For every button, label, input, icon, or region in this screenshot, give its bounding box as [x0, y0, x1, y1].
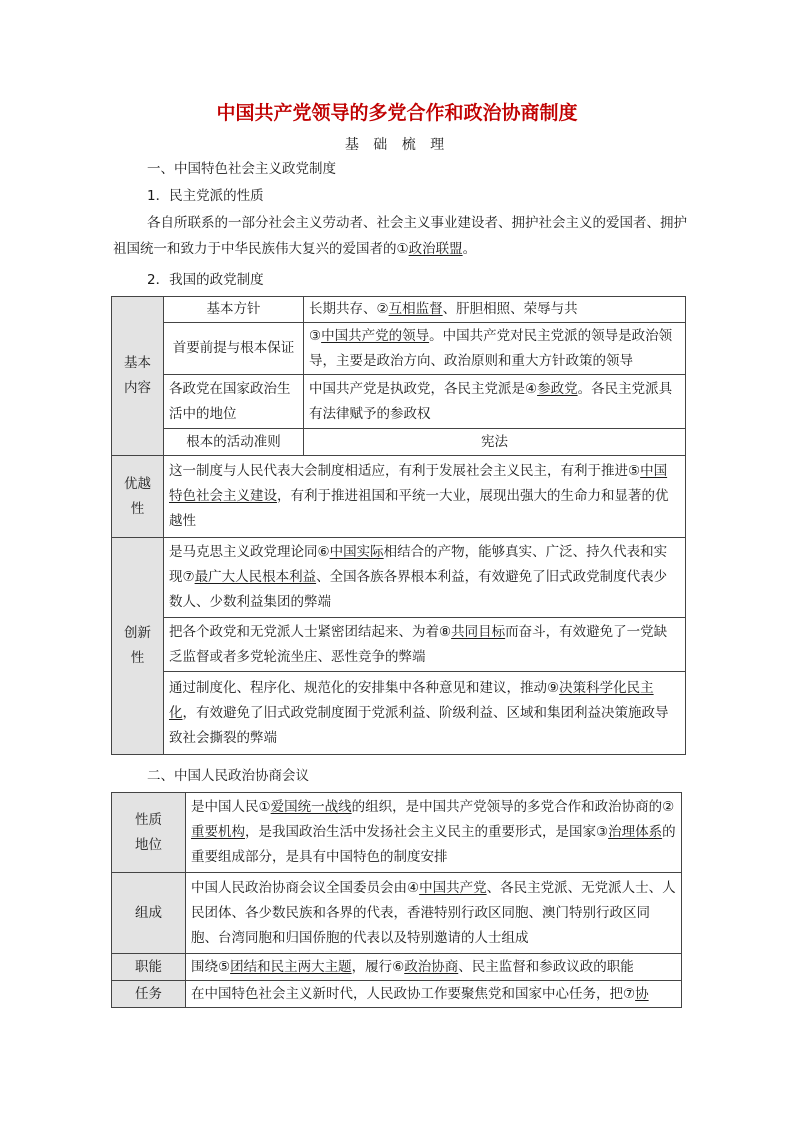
table-row: [112, 873, 682, 954]
answer-blank: 爱国统一战线: [270, 799, 352, 815]
row-content: 这一制度与人民代表大会制度相适应，有利于发展社会主义民主，有利于推进⑤中国特色社会主义建设，有利于推进祖国和平统一大业，展现出强大的生命力和显著的优越性: [164, 456, 686, 538]
section2-heading: 二、中国人民政治协商会议: [147, 768, 309, 784]
row-content: 围绕⑤团结和民主两大主题，履行⑥政治协商、民主监督和参政议政的职能: [186, 954, 682, 981]
row-content: 在中国特色社会主义新时代，人民政协工作要聚焦党和国家中心任务，把⑦协: [186, 981, 682, 1008]
row-label: 根本的活动准则: [164, 429, 304, 456]
table-row: [112, 429, 686, 456]
section1-heading: 一、中国特色社会主义政党制度: [147, 161, 336, 177]
table-row: [112, 672, 686, 755]
answer-blank: 参政党: [537, 380, 578, 397]
row-label: 基本方针: [164, 297, 304, 323]
answer-blank: 中国实际: [329, 544, 384, 560]
answer-blank: 互相监督: [388, 301, 443, 317]
row-label: 性质地位: [112, 793, 186, 873]
answer-blank: 政治协商: [404, 958, 459, 975]
row-content: 中国共产党是执政党，各民主党派是④参政党。各民主党派具有法律赋予的参政权: [304, 375, 686, 429]
table-row: [112, 538, 686, 618]
answer-blank: 重要机构: [191, 824, 245, 840]
row-label: 组成: [112, 873, 186, 954]
table-row: [112, 618, 686, 672]
table-row: [112, 793, 682, 873]
answer-blank: 中国共产党的领导: [321, 327, 430, 344]
row-group-label: 基本内容: [112, 297, 164, 456]
section1-sub2: 2．我国的政党制度: [147, 272, 264, 288]
table-row: [112, 456, 686, 538]
answer-blank: 最广大人民根本利益: [194, 569, 317, 585]
cppcc-table: [111, 792, 682, 1008]
row-content: 长期共存、②互相监督、肝胆相照、荣辱与共: [304, 297, 686, 323]
answer-blank: 中国共产党: [419, 879, 487, 896]
row-group-label: 优越性: [112, 456, 164, 538]
answer-blank: 政治联盟: [408, 241, 463, 257]
row-group-label: 创新性: [112, 538, 164, 755]
row-content: 通过制度化、程序化、规范化的安排集中各种意见和建议，推动⑨决策科学化民主化，有效避免了旧式政党制度囿于党派利益、阶级利益、区域和集团利益决策施政导致社会撕裂的弊端: [164, 672, 686, 755]
answer-blank: 团结和民主两大主题: [230, 958, 352, 975]
page-title: 中国共产党领导的多党合作和政治协商制度: [216, 102, 578, 124]
row-content: 是马克思主义政党理论同⑥中国实际相结合的产物，能够真实、广泛、持久代表和实现⑦最广大人民根本利益、全国各族各界根本利益，有效避免了旧式政党制度代表少数人、少数利益集团的弊端: [164, 538, 686, 618]
row-label: 任务: [112, 981, 186, 1008]
answer-blank: 中国特色社会主义建设: [169, 463, 668, 504]
section1-sub1: 1．民主党派的性质: [147, 188, 264, 204]
row-label: 各政党在国家政治生活中的地位: [164, 375, 304, 429]
table-row: [112, 297, 686, 323]
row-content: 是中国人民①爱国统一战线的组织，是中国共产党领导的多党合作和政治协商的②重要机构，是我国政治生活中发扬社会主义民主的重要形式，是国家③治理体系的重要组成部分，是具有中国特色的制度安排: [186, 793, 682, 873]
answer-blank: 共同目标: [451, 623, 506, 640]
row-content: ③中国共产党的领导。中国共产党对民主党派的领导是政治领导，主要是政治方向、政治原则和重大方针政策的领导: [304, 323, 686, 375]
row-content: 中国人民政治协商会议全国委员会由④中国共产党、各民主党派、无党派人士、人民团体、各少数民族和各界的代表，香港特别行政区同胞、澳门特别行政区同胞、台湾同胞和归国侨胞的代表以及特别邀请的人士组成: [186, 873, 682, 954]
row-label: 职能: [112, 954, 186, 981]
section1-paragraph: 各自所联系的一部分社会主义劳动者、社会主义事业建设者、拥护社会主义的爱国者、拥护祖国统一和致力于中华民族伟大复兴的爱国者的①政治联盟。: [113, 215, 687, 257]
table-row: [112, 323, 686, 375]
table-row: [112, 954, 682, 981]
answer-blank: 治理体系: [608, 824, 663, 840]
row-content: 宪法: [304, 429, 686, 456]
table-row: [112, 981, 682, 1008]
row-content: 把各个政党和无党派人士紧密团结起来、为着⑧共同目标而奋斗，有效避免了一党缺乏监督或者多党轮流坐庄、恶性竞争的弊端: [164, 618, 686, 672]
page-subtitle: 基 础 梳 理: [344, 137, 450, 153]
answer-blank: 协: [635, 985, 649, 1002]
table-row: [112, 375, 686, 429]
answer-blank: 决策科学化民主化: [169, 679, 654, 721]
row-label: 首要前提与根本保证: [164, 323, 304, 375]
party-system-table: [111, 296, 686, 755]
